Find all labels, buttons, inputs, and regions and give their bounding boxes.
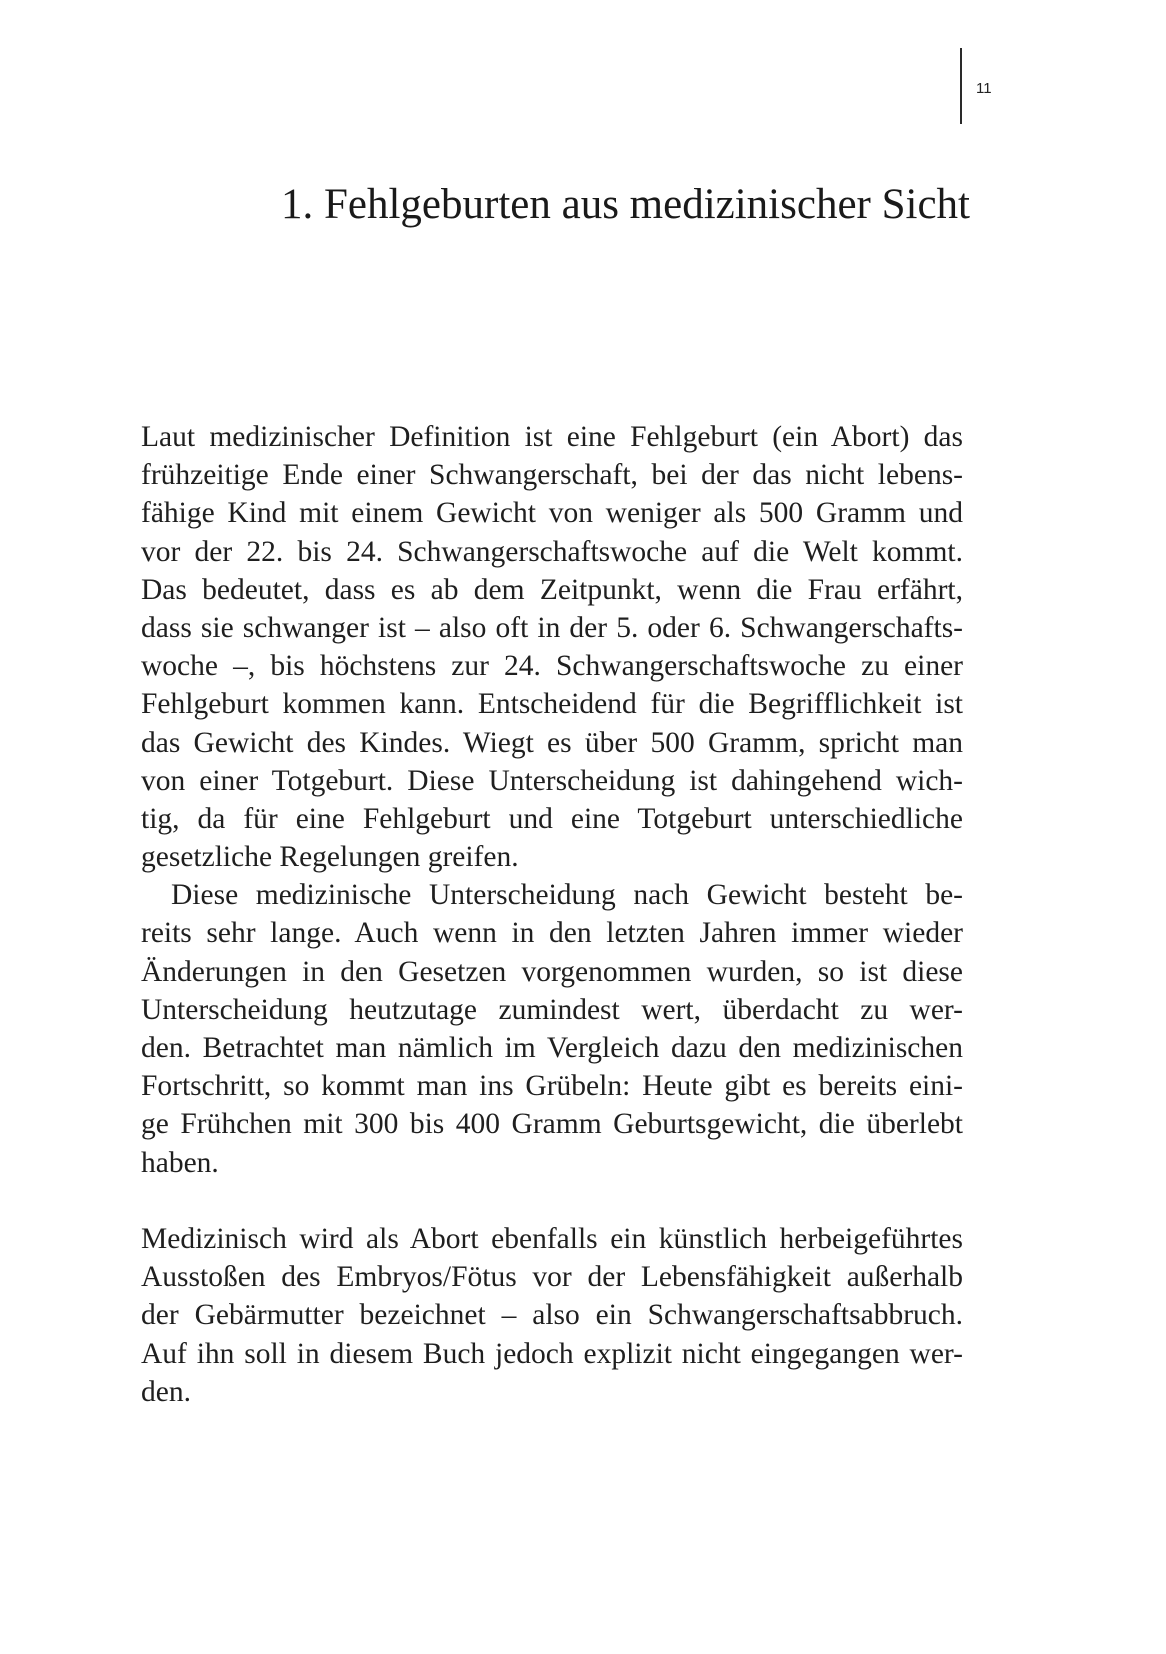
- text-line: frühzeitige Ende einer Schwangerschaft, bei der das nicht lebens-: [141, 459, 963, 492]
- text-line: ge Frühchen mit 300 bis 400 Gramm Geburtsgewicht, die überlebt: [141, 1108, 963, 1141]
- text-line: das Gewicht des Kindes. Wiegt es über 500 Gramm, spricht man: [141, 726, 963, 759]
- text-line: Unterscheidung heutzutage zumindest wert, überdacht zu wer-: [141, 993, 963, 1026]
- text-line: Auf ihn soll in diesem Buch jedoch explizit nicht eingegangen wer-: [141, 1337, 963, 1370]
- text-line: gesetzliche Regelungen greifen.: [141, 841, 519, 874]
- text-line: Diese medizinische Unterscheidung nach Gewicht besteht be-: [171, 879, 963, 912]
- text-line: Laut medizinischer Definition ist eine Fehlgeburt (ein Abort) das: [141, 421, 963, 453]
- section-break: [141, 1182, 963, 1220]
- body-text: [141, 418, 963, 1411]
- text-line: reits sehr lange. Auch wenn in den letzten Jahren immer wieder: [141, 917, 963, 950]
- text-line: dass sie schwanger ist – also oft in der 5. oder 6. Schwangerschafts-: [141, 611, 963, 644]
- text-line: den. Betrachtet man nämlich im Vergleich dazu den medizinischen: [141, 1032, 963, 1064]
- paragraph-3: [141, 1220, 963, 1411]
- paragraph-2: [141, 876, 963, 1182]
- text-line: Änderungen in den Gesetzen vorgenommen wurden, so ist diese: [141, 955, 963, 988]
- text-line: Das bedeutet, dass es ab dem Zeitpunkt, wenn die Frau erfährt,: [141, 573, 963, 606]
- text-line: Fortschritt, so kommt man ins Grübeln: Heute gibt es bereits eini-: [141, 1070, 963, 1103]
- chapter-title: 1. Fehlgeburten aus medizinischer Sicht: [280, 181, 970, 228]
- page-number-rule: [960, 48, 962, 124]
- page-number: 11: [976, 80, 992, 97]
- text-line: haben.: [141, 1146, 219, 1179]
- text-line: Ausstoßen des Embryos/Fötus vor der Lebensfähigkeit außerhalb: [141, 1261, 963, 1294]
- text-line: der Gebärmutter bezeichnet – also ein Schwangerschaftsabbruch.: [141, 1299, 963, 1332]
- text-line: tig, da für eine Fehlgeburt und eine Totgeburt unterschiedliche: [141, 802, 963, 835]
- text-line: den.: [141, 1375, 191, 1408]
- text-line: Medizinisch wird als Abort ebenfalls ein künstlich herbeigeführtes: [141, 1222, 963, 1255]
- text-line: fähige Kind mit einem Gewicht von weniger als 500 Gramm und: [141, 497, 963, 530]
- text-line: vor der 22. bis 24. Schwangerschaftswoche auf die Welt kommt.: [141, 535, 963, 568]
- paragraph-1: [141, 418, 963, 876]
- text-line: von einer Totgeburt. Diese Unterscheidung ist dahingehend wich-: [141, 764, 963, 797]
- text-line: Fehlgeburt kommen kann. Entscheidend für die Begrifflichkeit ist: [141, 688, 963, 721]
- text-line: woche –, bis höchstens zur 24. Schwangerschaftswoche zu einer: [141, 650, 963, 683]
